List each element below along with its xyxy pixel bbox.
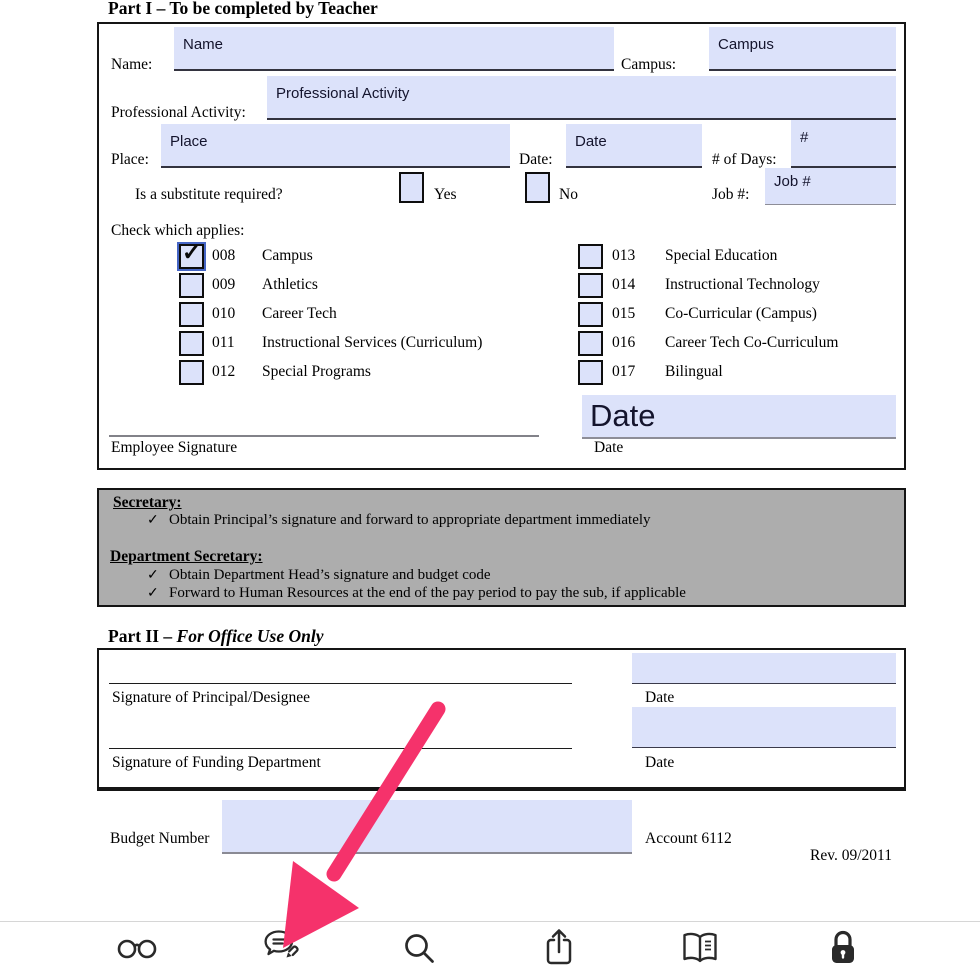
option-checkbox-013[interactable] bbox=[578, 244, 603, 269]
option-label: Campus bbox=[262, 247, 313, 264]
campus-label: Campus: bbox=[621, 56, 677, 73]
funding-signature-label: Signature of Funding Department bbox=[112, 754, 321, 771]
glasses-view-icon bbox=[116, 936, 158, 960]
job-number-label: Job #: bbox=[712, 186, 750, 203]
option-code: 008 bbox=[212, 247, 236, 264]
option-label: Instructional Technology bbox=[665, 276, 820, 293]
principal-date-field[interactable] bbox=[632, 653, 896, 684]
markup-annotation-icon bbox=[259, 928, 303, 968]
department-secretary-title: Department Secretary: bbox=[110, 548, 263, 565]
part2-box bbox=[97, 648, 906, 791]
days-field[interactable]: # bbox=[791, 120, 896, 168]
option-checkbox-011[interactable] bbox=[179, 331, 204, 356]
professional-activity-label: Professional Activity: bbox=[111, 104, 246, 121]
share-icon bbox=[542, 927, 576, 969]
option-label: Career Tech bbox=[262, 305, 337, 322]
employee-signature-label: Employee Signature bbox=[111, 439, 238, 456]
part2-heading bbox=[108, 626, 323, 647]
budget-number-label: Budget Number bbox=[110, 830, 210, 847]
secretary-instructions-box bbox=[97, 488, 906, 607]
toolbar-divider bbox=[0, 921, 980, 922]
part1-heading: Part I – To be completed by Teacher bbox=[108, 0, 378, 18]
substitute-yes-checkbox[interactable] bbox=[399, 172, 424, 203]
lock-icon bbox=[825, 928, 861, 968]
substitute-question-label: Is a substitute required? bbox=[135, 186, 283, 203]
signature-date-field[interactable]: Date bbox=[582, 395, 896, 439]
instruction-text: Forward to Human Resources at the end of the pay period to pay the sub, if applicable bbox=[169, 585, 686, 601]
option-checkbox-009[interactable] bbox=[179, 273, 204, 298]
option-checkbox-008[interactable] bbox=[179, 239, 204, 269]
date-label: Date: bbox=[519, 151, 553, 168]
option-label: Special Programs bbox=[262, 363, 371, 380]
option-label: Career Tech Co-Curriculum bbox=[665, 334, 839, 351]
place-label: Place: bbox=[111, 151, 149, 168]
option-label: Special Education bbox=[665, 247, 778, 264]
campus-field[interactable]: Campus bbox=[709, 27, 896, 71]
part2-heading-emphasis: For Office Use Only bbox=[176, 626, 324, 646]
option-code: 014 bbox=[612, 276, 636, 293]
check-bullet: ✓ bbox=[147, 513, 159, 528]
option-code: 011 bbox=[212, 334, 235, 351]
no-label: No bbox=[559, 186, 578, 203]
yes-label: Yes bbox=[434, 186, 457, 203]
name-field[interactable]: Name bbox=[174, 27, 614, 71]
principal-signature-label: Signature of Principal/Designee bbox=[112, 689, 311, 706]
glasses-view-button[interactable] bbox=[113, 924, 161, 972]
checkmark: ✓ bbox=[182, 239, 202, 265]
signature-date-label: Date bbox=[594, 439, 624, 456]
option-code: 017 bbox=[612, 363, 636, 380]
option-label: Bilingual bbox=[665, 363, 723, 380]
instruction-item bbox=[147, 585, 686, 602]
part1-box bbox=[97, 22, 906, 470]
search-button[interactable] bbox=[395, 924, 443, 972]
markup-annotation-button[interactable] bbox=[257, 924, 305, 972]
name-label: Name: bbox=[111, 56, 153, 73]
funding-date-field[interactable] bbox=[632, 707, 896, 748]
job-number-field[interactable]: Job # bbox=[765, 168, 896, 205]
substitute-no-checkbox[interactable] bbox=[525, 172, 550, 203]
option-checkbox-010[interactable] bbox=[179, 302, 204, 327]
revision-label: Rev. 09/2011 bbox=[810, 847, 892, 864]
employee-signature-line[interactable] bbox=[109, 435, 539, 437]
instruction-text: Obtain Principal’s signature and forward to appropriate department immediately bbox=[169, 512, 651, 528]
professional-activity-field[interactable]: Professional Activity bbox=[267, 76, 896, 120]
budget-number-field[interactable] bbox=[222, 800, 632, 854]
option-code: 012 bbox=[212, 363, 236, 380]
option-checkbox-015[interactable] bbox=[578, 302, 603, 327]
share-button[interactable] bbox=[535, 924, 583, 972]
principal-signature-line[interactable] bbox=[109, 683, 572, 684]
instruction-text: Obtain Department Head’s signature and budget code bbox=[169, 567, 491, 583]
option-code: 010 bbox=[212, 305, 236, 322]
option-code: 016 bbox=[612, 334, 636, 351]
check-bullet: ✓ bbox=[147, 568, 159, 583]
part2-heading-prefix: Part II – bbox=[108, 626, 177, 646]
option-code: 013 bbox=[612, 247, 636, 264]
place-field[interactable]: Place bbox=[161, 124, 510, 168]
instruction-item bbox=[147, 567, 491, 584]
option-checkbox-012[interactable] bbox=[179, 360, 204, 385]
option-checkbox-016[interactable] bbox=[578, 331, 603, 356]
open-book-icon bbox=[679, 930, 721, 966]
days-label: # of Days: bbox=[712, 151, 777, 168]
funding-signature-line[interactable] bbox=[109, 748, 572, 749]
search-icon bbox=[401, 930, 437, 966]
funding-date-label: Date bbox=[645, 754, 675, 771]
account-label: Account 6112 bbox=[645, 830, 732, 847]
option-label: Instructional Services (Curriculum) bbox=[262, 334, 483, 351]
option-label: Co-Curricular (Campus) bbox=[665, 305, 817, 322]
option-code: 015 bbox=[612, 305, 636, 322]
check-which-applies-label: Check which applies: bbox=[111, 222, 245, 239]
option-checkbox-017[interactable] bbox=[578, 360, 603, 385]
check-bullet: ✓ bbox=[147, 586, 159, 601]
secretary-title: Secretary: bbox=[113, 494, 182, 511]
option-label: Athletics bbox=[262, 276, 318, 293]
open-book-button[interactable] bbox=[676, 924, 724, 972]
option-code: 009 bbox=[212, 276, 236, 293]
lock-button[interactable] bbox=[819, 924, 867, 972]
option-checkbox-014[interactable] bbox=[578, 273, 603, 298]
principal-date-label: Date bbox=[645, 689, 675, 706]
instruction-item bbox=[147, 512, 651, 529]
date-field[interactable]: Date bbox=[566, 124, 702, 168]
